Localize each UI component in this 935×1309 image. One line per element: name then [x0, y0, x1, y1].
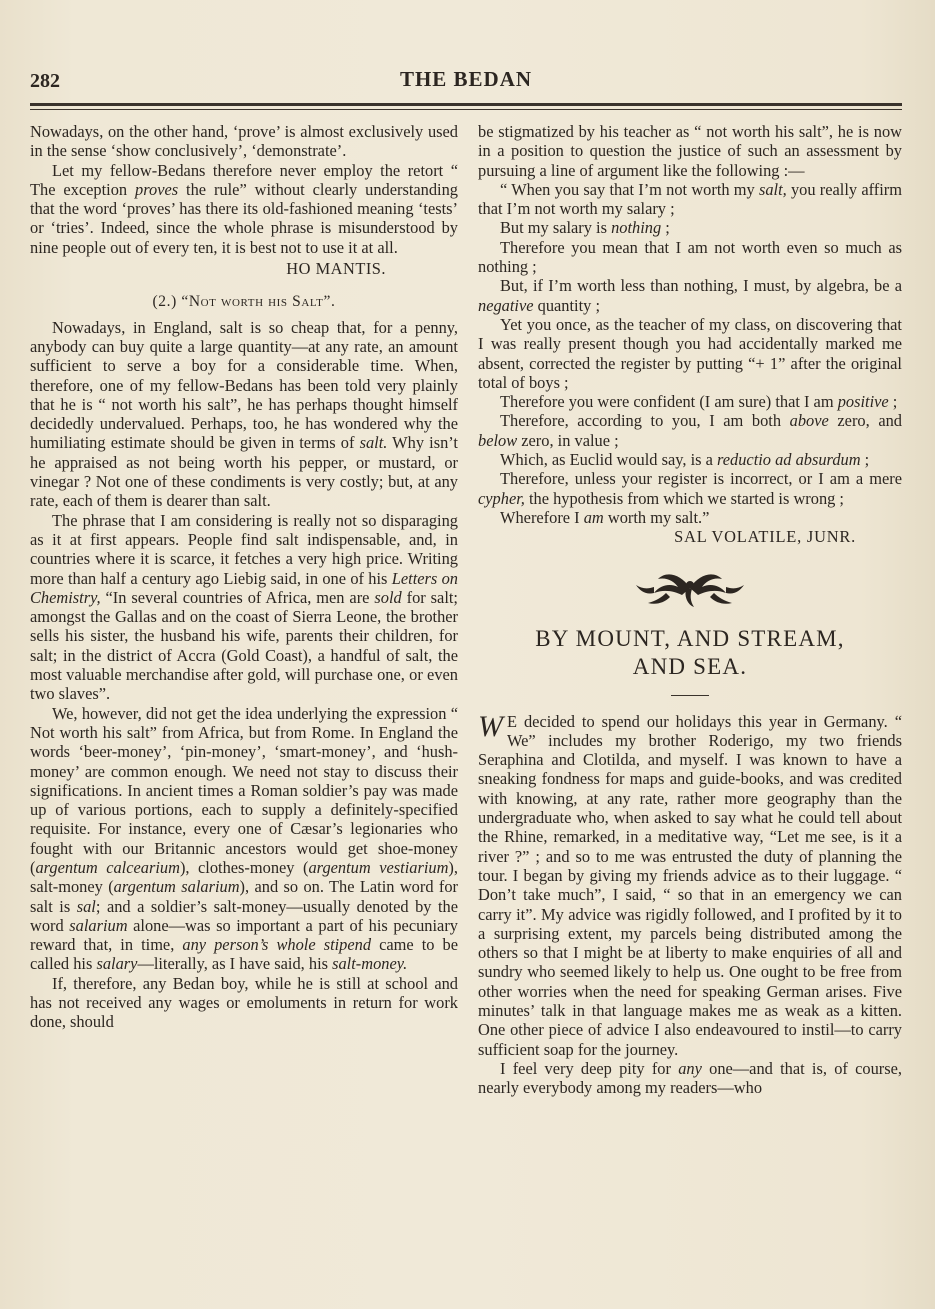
italic-text: any person’s whole stipend [182, 935, 372, 955]
italic-text: argentum salarium [113, 877, 240, 897]
paragraph [30, 161, 458, 257]
text: Let my fellow-Bedans therefore never employ the retort “ The exception [30, 160, 458, 199]
right-column [478, 122, 902, 1097]
section-title [478, 625, 902, 681]
section-title-line-2: AND SEA. [632, 653, 748, 679]
section-rule [671, 695, 709, 696]
text: quantity ; [533, 295, 600, 315]
italic-text: Letters on Chemistry, [30, 568, 458, 607]
paragraph [30, 704, 458, 974]
italic-text: salt, [758, 179, 787, 199]
italic-text: proves [135, 179, 179, 199]
text: We, however, did not get the idea underlying the expression “ Not worth his salt” from Africa, but from Rome. In England the words ‘beer-money’, ‘pin-money’, ‘smart-money’, and ‘hush-money’ are common enough. We need not stay to discuss their significations. In ancient times a Roman soldier’s pay was made up of various portions, each to supply a definitely-specified requisite. For instance, every one of Cæsar’s legionaries who fought with our Britannic ancestors would get shoe-money ( [30, 703, 458, 877]
text: Wherefore I [500, 507, 584, 527]
argument-line [478, 508, 902, 527]
text: Therefore, according to you, I am both [500, 411, 790, 431]
signature-ho-mantis: HO MANTIS. [286, 259, 386, 279]
text: for salt; amongst the Gallas and on the coast of Sierra Leone, the brother sells his sister, the husband his wife, parents their children, for salt; in the district of Accra (Gold Coast), a handful of salt, the most valuable merchandise after gold, will purchase one, or even two slaves”. [30, 587, 458, 704]
italic-text: salt-money. [332, 954, 408, 974]
section-title-line-1: BY MOUNT, AND STREAM, [535, 625, 845, 651]
text: But, if I’m worth less than nothing, I must, by algebra, be a [500, 276, 902, 296]
italic-text: nothing [611, 218, 662, 238]
paragraph [30, 318, 458, 511]
text: zero, and [828, 411, 902, 431]
argument-line [478, 411, 902, 450]
italic-text: below [478, 430, 518, 450]
italic-text: above [789, 411, 829, 431]
text: E decided to spend our holidays this year in Germany. “ We” includes my brother Roderigo, my two friends Seraphina and Clotilda, and myself. I was known to have a sneaking fondness for maps and guide-books, and was credited with knowing, at any rate, rather more geography than the undergraduate who, when asked to say what he could tell about the Rhine, remarked, in a meditative way, “Let me see, is it a river ?” ; and so to me was entrusted the duty of planning the tour. I began by giving my friends advice as to their luggage. “ Don’t take much”, I said, “ so that in an emergency we can carry it”. My advice was rigidly followed, and I profited by it to a surprising extent, my parcels being distributed among the others so that I might be at liberty to make enquiries of all and sundry who seemed likely to help us. One ought to be free from other worries when the need for speaking German arises. Five minutes’ talk in that language makes me as weak as a kitten. One other piece of advice I also endeavoured to instil—to carry sufficient soap for the journey. [478, 711, 902, 1059]
header-rule-thick [30, 103, 902, 106]
text: Which, as Euclid would say, is a [500, 450, 717, 470]
italic-text: positive [837, 392, 889, 412]
argument-line [478, 469, 902, 508]
paragraph: be stigmatized by his teacher as “ not worth his salt”, he is now in a position to question the justice of such an assessment by pursuing a line of argument like the following :— [478, 122, 902, 180]
text: The phrase that I am considering is really not so disparaging as it at first appears. People find salt indispensable, and, in countries where it is scarce, it fetches a very high price. Writing more than half a century ago Liebig said, in one of his [30, 510, 458, 588]
argument-line [478, 180, 902, 219]
text: ), salt-money ( [30, 857, 458, 897]
italic-text: reductio ad absurdum [716, 450, 861, 470]
page-header [30, 64, 902, 94]
italic-text: negative [478, 295, 534, 315]
text: you really affirm that I’m not worth my salary ; [478, 179, 902, 219]
drop-cap: W [478, 709, 503, 743]
argument-line [478, 392, 902, 411]
text: ; [860, 450, 870, 470]
text: came to be called his [30, 935, 458, 974]
left-column [30, 122, 458, 1032]
header-rule-thin [30, 109, 902, 110]
text: the hypothesis from which we started is wrong ; [524, 488, 844, 508]
italic-text: salary [96, 954, 138, 974]
text: “In several countries of Africa, men are [100, 587, 375, 607]
paragraph: Nowadays, on the other hand, ‘prove’ is almost exclusively used in the sense ‘show conclusively’, ‘demonstrate’. [30, 122, 458, 161]
paragraph: If, therefore, any Bedan boy, while he is still at school and has not received any wages or emoluments in return for work done, should [30, 973, 458, 1032]
text: one—and that is, of course, nearly everybody among my readers—who [478, 1058, 902, 1098]
text: ; [888, 392, 898, 412]
text: the rule” without clearly understanding that the word ‘proves’ has there its old-fashioned meaning ‘tests’ or ‘tries’. Indeed, since the whole phrase is misunderstood by nine people out of every ten, it is best not to use it at all. [30, 179, 458, 257]
paragraph [30, 511, 458, 704]
text: ; and a soldier’s salt-money—usually denoted by the word [30, 896, 458, 935]
page-number: 282 [30, 70, 60, 92]
italic-text: sal [76, 896, 96, 916]
leaf-scroll-ornament-icon [630, 565, 750, 611]
italic-text: argentum vestiarium [308, 857, 449, 877]
argument-line: Therefore you mean that I am not worth even so much as nothing ; [478, 237, 902, 277]
signature-sal-volatile: SAL VOLATILE, JUNR. [674, 527, 856, 547]
argument-line [478, 218, 902, 237]
text: I feel very deep pity for [500, 1058, 679, 1078]
text: ), and so on. The Latin word for salt is [30, 877, 458, 916]
argument-line [478, 276, 902, 315]
text: —literally, as I have said, his [137, 954, 333, 974]
italic-text: cypher, [478, 488, 525, 508]
text: But my salary is [500, 218, 612, 238]
text: zero, in value ; [517, 430, 619, 450]
text: Why isn’t he appraised as not being worth his pepper, or mustard, or vinegar ? Not one of these condiments is very costly; but, at any rate, each of them is dearer than salt. [30, 433, 458, 511]
italic-text: argentum calcearium [35, 857, 180, 877]
text: ), clothes-money ( [179, 857, 309, 877]
text: Therefore, unless your register is incorrect, or I am a mere [500, 469, 902, 489]
italic-text: any [678, 1058, 702, 1078]
text: worth my salt.” [603, 507, 710, 527]
paragraph [478, 709, 902, 1059]
subheading: (2.) “Not worth his Salt”. [152, 293, 336, 311]
paragraph [478, 1059, 902, 1098]
text: “ When you say that I’m not worth my [500, 179, 759, 199]
text: Nowadays, in England, salt is so cheap that, for a penny, anybody can buy quite a large quantity—at any rate, an amount sufficient to serve a boy for a considerable time. When, therefore, one of my fellow-Bedans has been told very plainly that he is “ not worth his salt”, he has perhaps thought himself decidedly undervalued. Perhaps, too, he has wondered why the humiliating estimate should be given in terms of [30, 317, 458, 453]
text: Therefore you were confident (I am sure) that I am [500, 392, 838, 412]
italic-text: am [583, 507, 604, 527]
running-title: THE BEDAN [399, 67, 533, 91]
argument-line: Yet you once, as the teacher of my class, on discovering that I was really present though you had accidentally marked me absent, corrected the register by putting “+ 1” after the original total of boys ; [478, 314, 902, 392]
italic-text: salt. [359, 433, 388, 453]
text: ; [661, 218, 670, 238]
argument-line [478, 450, 902, 469]
text: alone—was so important a part of his pecuniary reward that, in time, [30, 915, 458, 955]
italic-text: sold [374, 587, 402, 607]
italic-text: salarium [69, 915, 128, 935]
